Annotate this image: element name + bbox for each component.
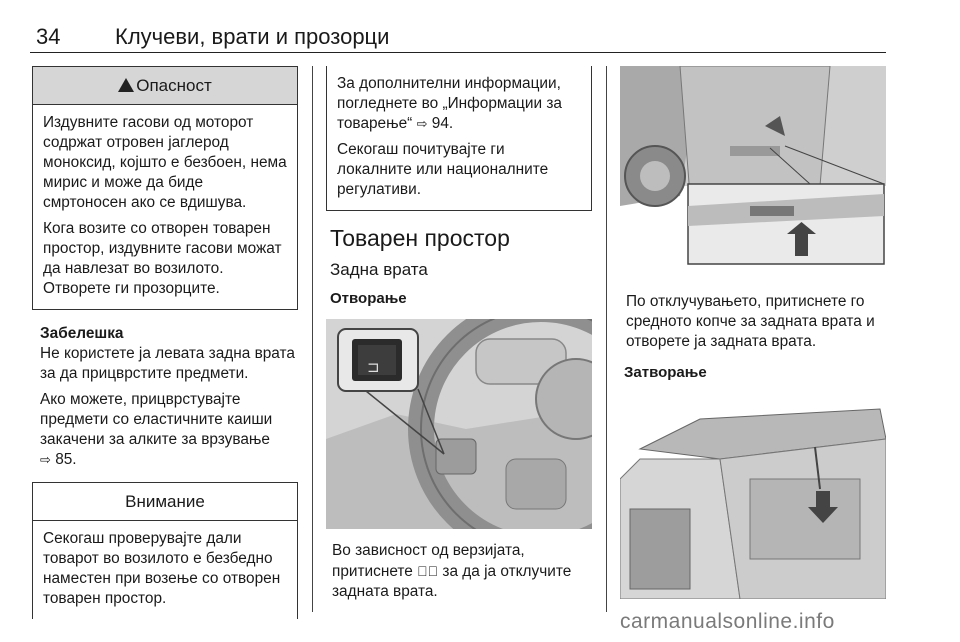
closing-heading: Затворање [624, 364, 707, 381]
info-text [337, 74, 583, 134]
chapter-title: Клучеви, врати и прозорци [115, 24, 390, 49]
note-title: Забелешка [40, 325, 124, 342]
column-left [32, 66, 298, 619]
column-right [620, 66, 886, 599]
danger-paragraph: Издувните гасови од моторот содржат отровен јаглерод моноксид, којшто е безбоен, нема мирис и може да биде смртоносен ако се вдишува. [43, 114, 287, 211]
opening-text-1: Во зависност од верзијата, притиснете [332, 542, 525, 580]
page-number: 34 [36, 24, 61, 49]
closing-tailgate-illustration-svg [620, 399, 886, 599]
info-box [326, 66, 592, 211]
column-middle [326, 66, 592, 602]
column-divider [606, 66, 607, 612]
danger-box [32, 66, 298, 310]
section-title: Товарен простор [330, 225, 510, 251]
note-text-2-main: Ако можете, прицврстувајте предмети со еластичните каиши закачени за алките за врзување [40, 391, 273, 448]
danger-paragraph: Кога возите со отворен товарен простор, издувните гасови можат да навлезат во возилото. Отворете ги прозорците. [43, 220, 282, 297]
closing-tailgate-illustration [620, 399, 886, 599]
info-text-2: Секогаш почитувајте ги локалните или националните регулативи. [337, 141, 549, 198]
dashboard-illustration [326, 319, 592, 529]
info-text-main: За дополнителни информации, погледнете во „Информации за товарење“ [337, 75, 562, 132]
tailgate-button-illustration-svg [620, 66, 886, 276]
tailgate-key-icon: ⊐⃝ [417, 563, 439, 579]
tailgate-key-icon: ⊐ [367, 359, 380, 376]
column-divider [312, 66, 313, 612]
arrow-reference-icon: ⇨ [40, 452, 51, 467]
danger-box-body [33, 105, 297, 309]
watermark: carmanualsonline.info [620, 610, 835, 633]
caution-box-body [33, 521, 297, 619]
page-reference: 94. [431, 115, 454, 132]
col3-instruction: По отклучувањето, притиснете го средното копче за задната врата и отворете ја задната врата. [626, 293, 875, 350]
tailgate-button-illustration [620, 66, 886, 276]
opening-text [326, 541, 592, 602]
caution-text: Секогаш проверувајте дали товарот во возилото е безбедно наместен при возење со отворен товарен простор. [43, 530, 281, 607]
danger-title: Опасност [136, 76, 212, 95]
note-text-2 [40, 390, 298, 470]
dashboard-illustration-svg [326, 319, 592, 529]
caution-box [32, 482, 298, 619]
arrow-reference-icon: ⇨ [416, 116, 428, 131]
danger-box-header [33, 67, 297, 105]
opening-heading: Отворање [330, 290, 407, 307]
page-header [30, 22, 886, 53]
page-reference: 85. [55, 451, 77, 468]
opening-text-2: за да ја отклучите задната врата. [332, 563, 572, 600]
info-box-body [327, 66, 591, 210]
note-section [32, 324, 298, 470]
note-text: Не користете ја левата задна врата за да прицврстите предмети. [40, 345, 295, 382]
warning-triangle-icon [118, 78, 134, 92]
section-subtitle: Задна врата [330, 260, 428, 279]
caution-box-header: Внимание [33, 483, 297, 521]
